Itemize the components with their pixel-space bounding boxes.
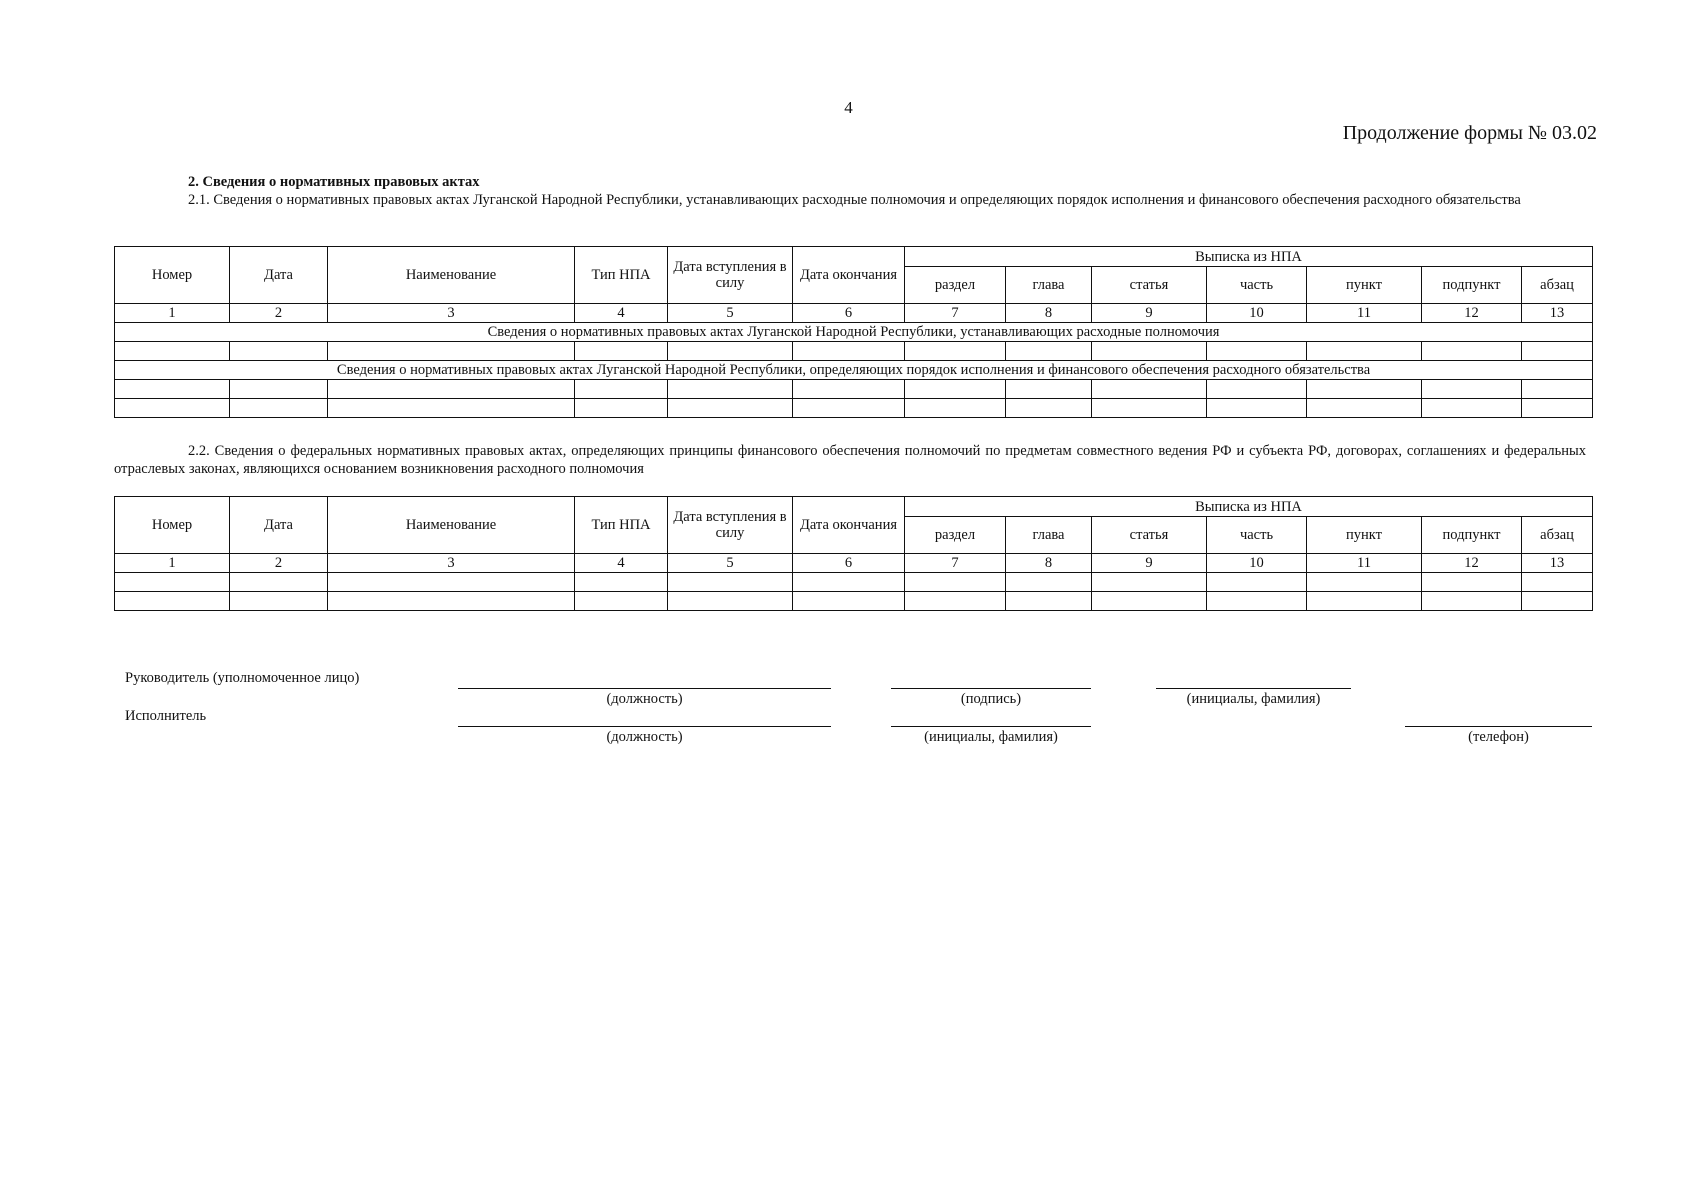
header-paragraph: абзац — [1522, 267, 1593, 304]
empty-cell — [1307, 342, 1422, 361]
head-position-caption: (должность) — [606, 691, 683, 707]
header-chapter: глава — [1006, 267, 1092, 304]
header-npa-type: Тип НПА — [575, 247, 668, 304]
header-end-date: Дата окончания — [793, 247, 905, 304]
column-number-row — [115, 554, 1593, 573]
empty-cell — [328, 380, 575, 399]
header-chapter: глава — [1006, 517, 1092, 554]
empty-cell — [115, 342, 230, 361]
header-paragraph: абзац — [1522, 517, 1593, 554]
empty-cell — [668, 380, 793, 399]
group-label-determining: Сведения о нормативных правовых актах Луганской Народной Республики, определяющих порядок исполнения и финансового обеспечения расходного обязательства — [115, 361, 1593, 380]
section-title: 2. Сведения о нормативных правовых актах — [188, 174, 480, 190]
executor-phone-caption: (телефон) — [1468, 729, 1529, 745]
column-number: 7 — [905, 304, 1006, 323]
form-reference: Продолжение формы № 03.02 — [1342, 122, 1597, 144]
group-label-establishing: Сведения о нормативных правовых актах Луганской Народной Республики, устанавливающих расходные полномочия — [115, 323, 1593, 342]
header-subitem: подпункт — [1422, 267, 1522, 304]
empty-cell — [115, 399, 230, 418]
empty-cell — [1422, 342, 1522, 361]
empty-cell — [793, 399, 905, 418]
empty-cell — [575, 592, 668, 611]
empty-cell — [1207, 592, 1307, 611]
header-effective-date: Дата вступления в силу — [668, 497, 793, 554]
column-number: 2 — [230, 554, 328, 573]
header-effective-date: Дата вступления в силу — [668, 247, 793, 304]
header-number: Номер — [115, 247, 230, 304]
empty-cell — [1207, 380, 1307, 399]
header-subitem: подпункт — [1422, 517, 1522, 554]
header-date: Дата — [230, 247, 328, 304]
empty-cell — [1422, 399, 1522, 418]
empty-cell — [575, 399, 668, 418]
empty-cell — [1207, 573, 1307, 592]
header-end-date: Дата окончания — [793, 497, 905, 554]
empty-cell — [793, 573, 905, 592]
column-number: 9 — [1092, 554, 1207, 573]
column-number: 5 — [668, 304, 793, 323]
empty-cell — [793, 592, 905, 611]
empty-cell — [905, 399, 1006, 418]
column-number: 6 — [793, 304, 905, 323]
page-number: 4 — [844, 98, 853, 117]
column-number: 1 — [115, 554, 230, 573]
empty-cell — [1207, 399, 1307, 418]
header-part: часть — [1207, 267, 1307, 304]
empty-cell — [1006, 380, 1092, 399]
column-number: 13 — [1522, 304, 1593, 323]
column-number: 11 — [1307, 554, 1422, 573]
empty-cell — [1092, 399, 1207, 418]
column-number: 2 — [230, 304, 328, 323]
empty-cell — [905, 573, 1006, 592]
header-item: пункт — [1307, 267, 1422, 304]
empty-cell — [1092, 592, 1207, 611]
column-number: 4 — [575, 554, 668, 573]
empty-cell — [115, 592, 230, 611]
executor-initials-line[interactable] — [891, 726, 1091, 727]
header-article: статья — [1092, 267, 1207, 304]
column-number: 9 — [1092, 304, 1207, 323]
group-row-establishing — [115, 323, 1593, 342]
header-row — [115, 497, 1593, 517]
group-row-determining — [115, 361, 1593, 380]
empty-cell — [1092, 573, 1207, 592]
head-initials-caption: (инициалы, фамилия) — [1186, 691, 1321, 707]
column-number: 12 — [1422, 304, 1522, 323]
empty-cell — [230, 592, 328, 611]
head-initials-line[interactable] — [1156, 688, 1351, 689]
empty-cell — [575, 573, 668, 592]
empty-cell — [1092, 342, 1207, 361]
executor-label: Исполнитель — [125, 708, 207, 724]
header-part: часть — [1207, 517, 1307, 554]
column-number: 1 — [115, 304, 230, 323]
empty-cell — [1422, 380, 1522, 399]
empty-cell — [1522, 592, 1593, 611]
empty-cell — [1522, 399, 1593, 418]
executor-phone-line[interactable] — [1405, 726, 1592, 727]
column-number: 6 — [793, 554, 905, 573]
column-number: 7 — [905, 554, 1006, 573]
empty-cell — [115, 573, 230, 592]
empty-cell — [230, 573, 328, 592]
empty-cell — [1522, 380, 1593, 399]
column-number: 11 — [1307, 304, 1422, 323]
column-number: 3 — [328, 304, 575, 323]
table-row — [115, 573, 1593, 592]
header-number: Номер — [115, 497, 230, 554]
empty-cell — [328, 342, 575, 361]
head-signature-caption: (подпись) — [960, 691, 1022, 707]
table-row — [115, 342, 1593, 361]
empty-cell — [230, 342, 328, 361]
empty-cell — [668, 342, 793, 361]
empty-cell — [1006, 399, 1092, 418]
header-extract-group: Выписка из НПА — [905, 247, 1593, 267]
column-number: 12 — [1422, 554, 1522, 573]
empty-cell — [1092, 380, 1207, 399]
empty-cell — [230, 380, 328, 399]
empty-cell — [793, 342, 905, 361]
header-article: статья — [1092, 517, 1207, 554]
empty-cell — [115, 380, 230, 399]
column-number-row — [115, 304, 1593, 323]
header-row — [115, 247, 1593, 267]
table-row — [115, 380, 1593, 399]
header-npa-type: Тип НПА — [575, 497, 668, 554]
table-row — [115, 592, 1593, 611]
column-number: 10 — [1207, 554, 1307, 573]
header-date: Дата — [230, 497, 328, 554]
empty-cell — [1422, 573, 1522, 592]
empty-cell — [1422, 592, 1522, 611]
executor-initials-caption: (инициалы, фамилия) — [924, 729, 1058, 745]
header-name: Наименование — [328, 247, 575, 304]
empty-cell — [1307, 399, 1422, 418]
empty-cell — [575, 342, 668, 361]
column-number: 13 — [1522, 554, 1593, 573]
column-number: 8 — [1006, 304, 1092, 323]
empty-cell — [1006, 592, 1092, 611]
empty-cell — [1307, 573, 1422, 592]
empty-cell — [1006, 342, 1092, 361]
empty-cell — [905, 592, 1006, 611]
empty-cell — [575, 380, 668, 399]
empty-cell — [1307, 380, 1422, 399]
empty-cell — [328, 592, 575, 611]
executor-position-caption: (должность) — [606, 729, 683, 745]
table-row — [115, 399, 1593, 418]
empty-cell — [793, 380, 905, 399]
npa-table-regional — [114, 246, 1593, 418]
column-number: 5 — [668, 554, 793, 573]
executor-position-line[interactable] — [458, 726, 831, 727]
column-number: 8 — [1006, 554, 1092, 573]
empty-cell — [328, 573, 575, 592]
empty-cell — [1307, 592, 1422, 611]
empty-cell — [1207, 342, 1307, 361]
empty-cell — [905, 342, 1006, 361]
head-label: Руководитель (уполномоченное лицо) — [125, 670, 360, 686]
header-item: пункт — [1307, 517, 1422, 554]
header-name: Наименование — [328, 497, 575, 554]
empty-cell — [1522, 342, 1593, 361]
empty-cell — [668, 399, 793, 418]
column-number: 3 — [328, 554, 575, 573]
subsection-2-text: 2.2. Сведения о федеральных нормативных правовых актах, определяющих принципы финансового обеспечения полномочий по предметам совместного ведения РФ и субъекта РФ, договорах, соглашениях и федеральных отраслевых законах, являющихся основанием возникновения расходного полномочия — [114, 443, 1586, 477]
empty-cell — [1006, 573, 1092, 592]
empty-cell — [905, 380, 1006, 399]
empty-cell — [328, 399, 575, 418]
empty-cell — [668, 573, 793, 592]
column-number: 10 — [1207, 304, 1307, 323]
header-extract-group: Выписка из НПА — [905, 497, 1593, 517]
head-position-line[interactable] — [458, 688, 831, 689]
empty-cell — [1522, 573, 1593, 592]
column-number: 4 — [575, 304, 668, 323]
header-section: раздел — [905, 517, 1006, 554]
npa-table-federal — [114, 496, 1593, 611]
empty-cell — [668, 592, 793, 611]
subsection-1-text: 2.1. Сведения о нормативных правовых актах Луганской Народной Республики, устанавливающих расходные полномочия и определяющих порядок исполнения и финансового обеспечения расходного обязательства — [188, 192, 1521, 208]
head-signature-line[interactable] — [891, 688, 1091, 689]
header-section: раздел — [905, 267, 1006, 304]
empty-cell — [230, 399, 328, 418]
